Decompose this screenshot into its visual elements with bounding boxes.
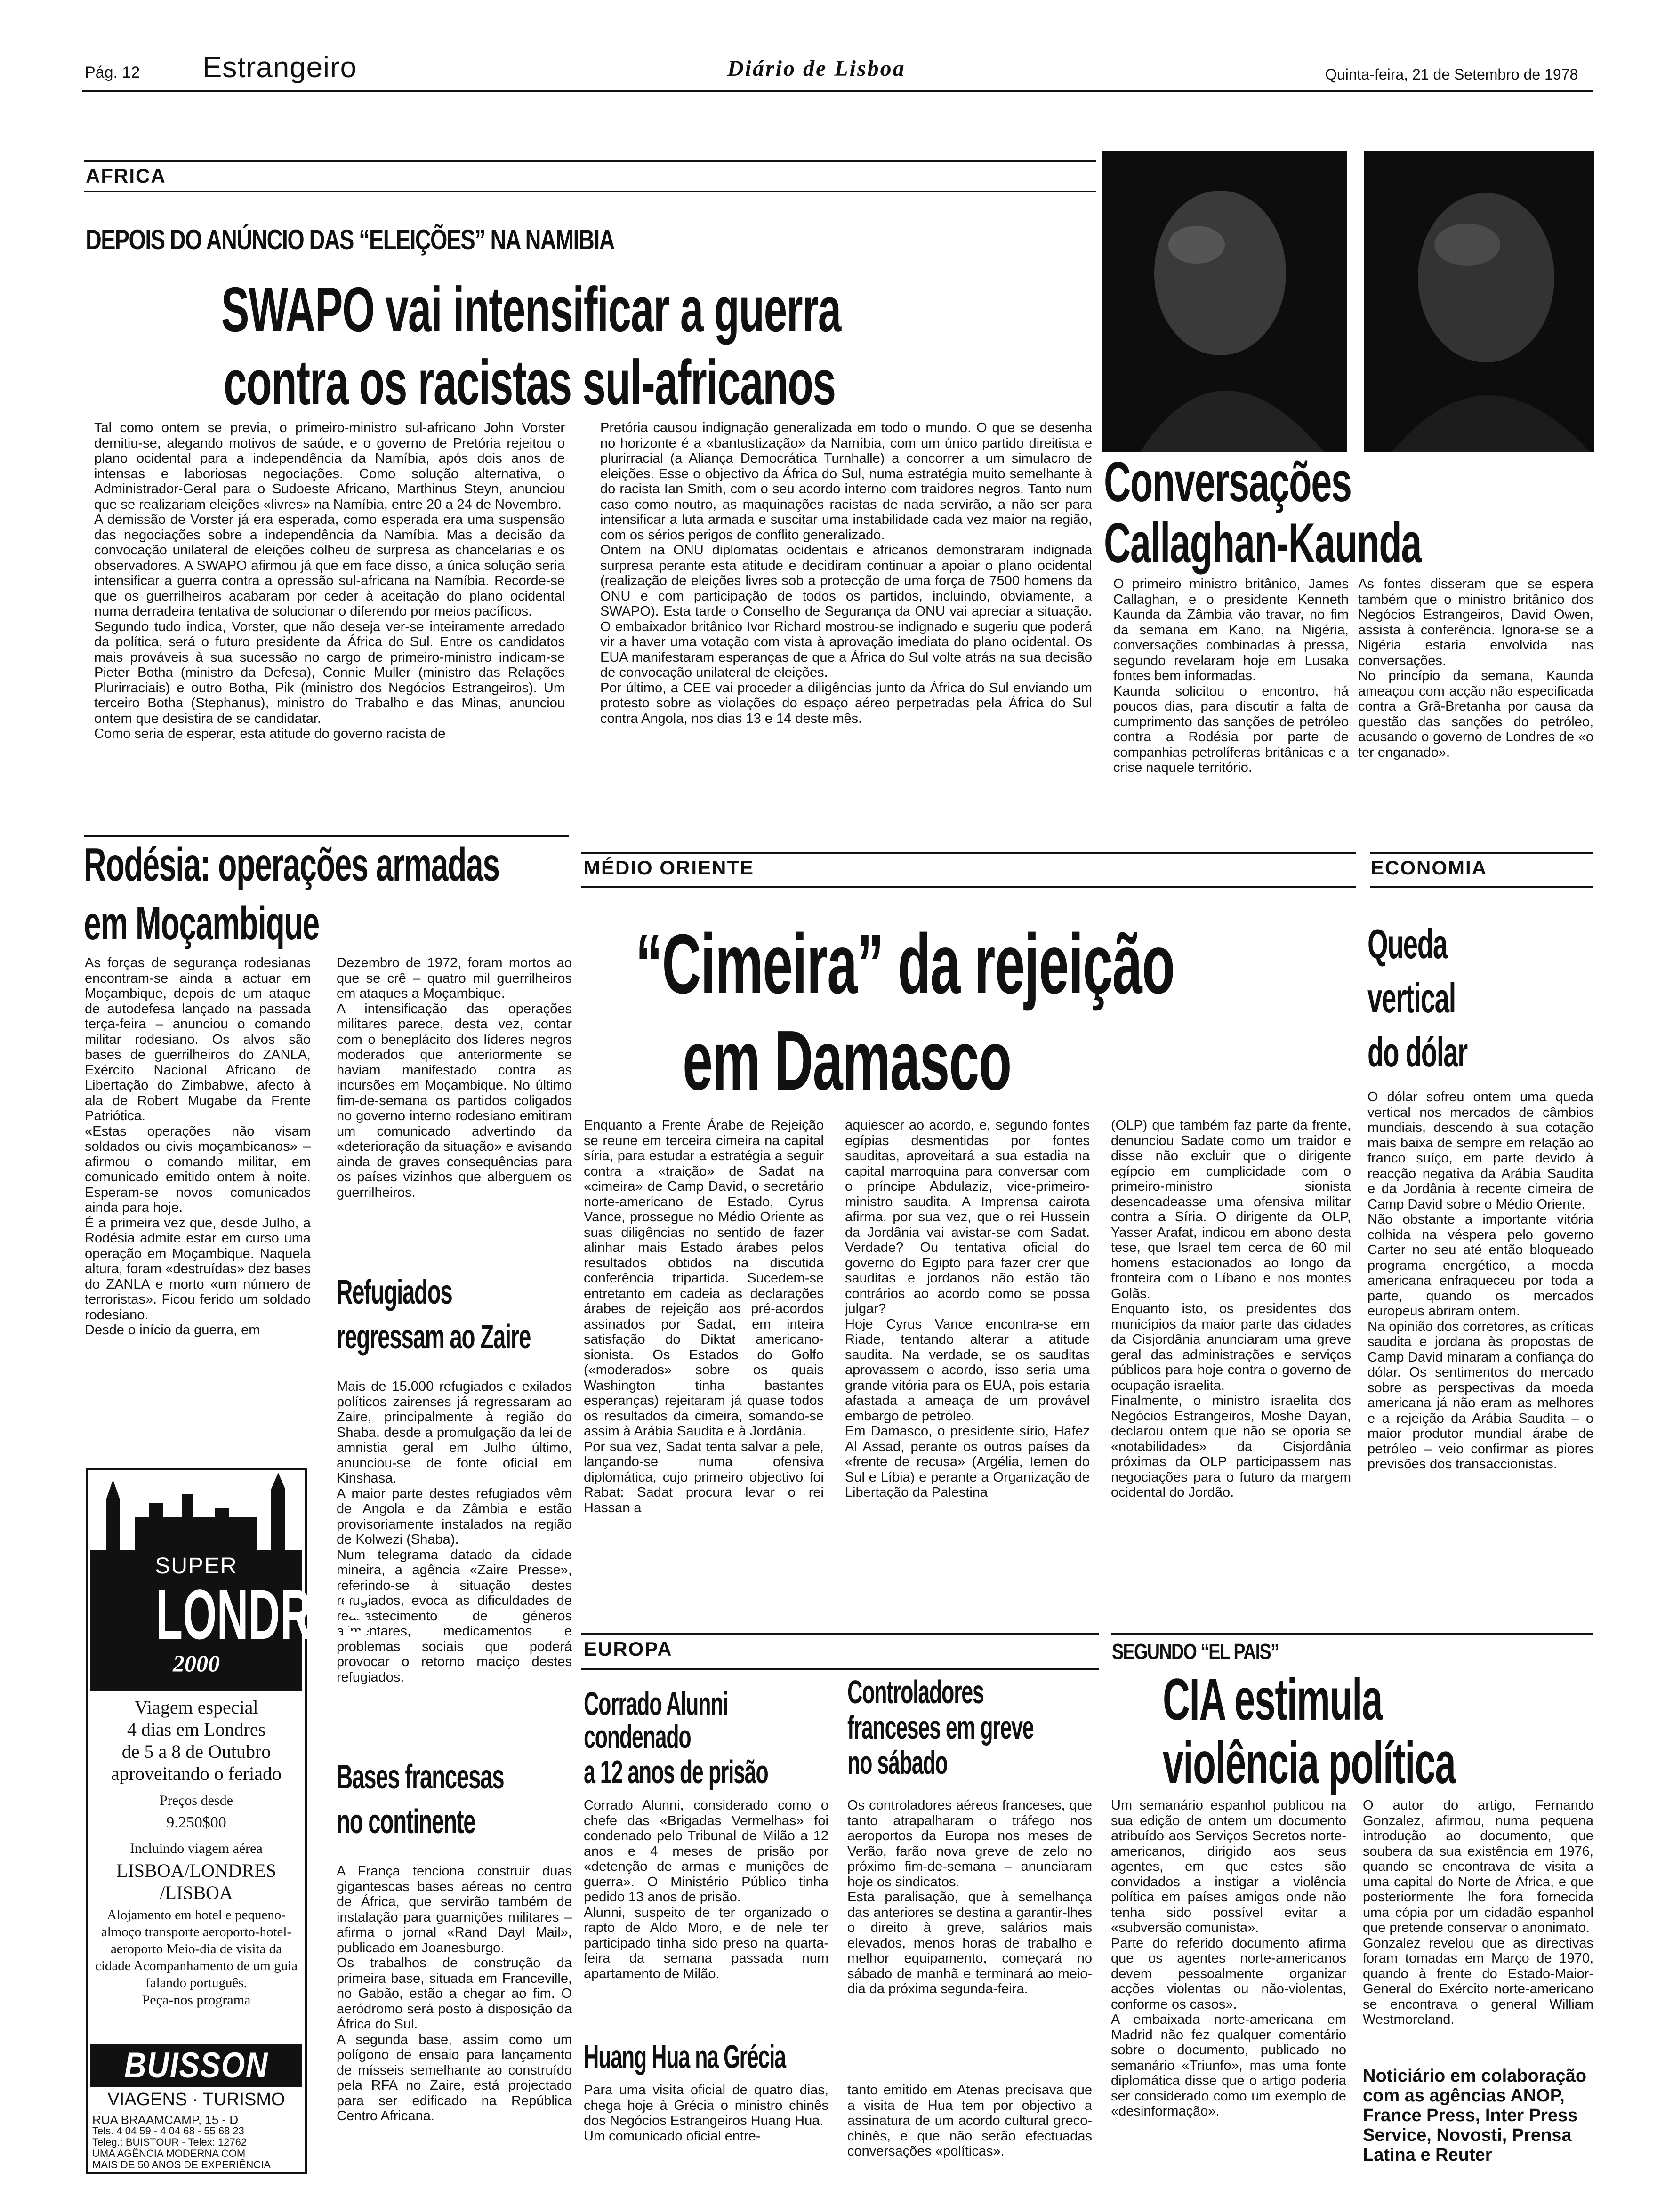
damasco-col-3 bbox=[1111, 1118, 1351, 1621]
ad-addr-4: UMA AGÊNCIA MODERNA COM bbox=[92, 2148, 246, 2159]
ad-brand-box bbox=[90, 2044, 302, 2087]
ad-londres: LONDRES bbox=[156, 1575, 370, 1654]
swapo-headline-2: contra os racistas sul-africanos bbox=[224, 347, 836, 418]
callaghan-col-2 bbox=[1358, 577, 1593, 831]
section-title: Estrangeiro bbox=[202, 51, 357, 84]
cia-rule bbox=[1111, 1633, 1593, 1635]
portrait-right-icon bbox=[1364, 151, 1594, 452]
ctrl-text: Os controladores aéreos franceses, que tanto atrapalharam o tráfego nos aeroportos da Europa nos meses de Verão, farão nova greve de zelo no próximo fim-de-semana – anunciaram hoje os sindicatos. Esta paralisação, que à semelhança das anteriores se destina a garantir-lhes o direito à greve, salários mais elevados, menos horas de trabalho e melhor equipamento, começará no sábado de manhã e terminará ao meio-dia da próxima segunda-feira. bbox=[847, 1798, 1092, 1996]
photo-kaunda bbox=[1364, 151, 1594, 452]
cia-agencies: Noticiário em colaboração com as agências ANOP, France Press, Inter Press Service, Novosti, Prensa Latina e Reuter bbox=[1363, 2066, 1587, 2165]
economia-rule-2 bbox=[1370, 886, 1593, 888]
damasco-col-1 bbox=[584, 1118, 824, 1621]
rodesia-text-2: Dezembro de 1972, foram mortos ao que se crê – quatro mil guerrilheiros em ataques a Moçambique. A intensificação das operações militares parece, desta vez, contar com o beneplácito dos líderes negros moderados que anteriormente se haviam manifestado contra as incursões em Moçambique. No último fim-de-semana os partidos coligados no governo interno rodesiano emitiram um comunicado advertindo da «deterioração da situação» e avisando ainda de graves consequências para os países vizinhos que alberguem os guerrilheiros. bbox=[337, 955, 572, 1200]
ad-line-1: Viagem especial bbox=[134, 1697, 258, 1718]
section-label-europa: EUROPA bbox=[584, 1638, 673, 1660]
ad-line-4: aproveitando o feriado bbox=[111, 1763, 282, 1784]
africa-rule-2 bbox=[84, 191, 1096, 192]
rodesia-col-1 bbox=[85, 955, 311, 1440]
ctrl-headline-3: no sábado bbox=[847, 1744, 948, 1781]
callaghan-headline-1: Conversações bbox=[1104, 450, 1351, 513]
ad-precos: Preços desde bbox=[160, 1793, 233, 1808]
damasco-text-3: (OLP) que também faz parte da frente, denunciou Sadate como um traidor e disse não excluir que o dirigente egípcio em cumplicidade com o primeiro-ministro sionista desencadeasse uma ofensiva militar contra a Síria. O dirigente da OLP, Yasser Arafat, indicou em abono desta tese, que Israel tem cerca de 60 mil homens estacionados ao longo da fronteira com o Líbano e nos montes Golãs. Enquanto isto, os presidentes dos municípios da maior parte das cidades da Cisjordânia anunciaram uma greve geral das administrações e serviços públicos para hoje contra o governo de ocupação israelita. Finalmente, o ministro israelita dos Negócios Estrangeiros, Moshe Dayan, declarou ontem que não se oporia se «notabilidades» da Cisjordânia próximas da OLP participassem nas negociações para o futuro da margem ocidental do Jordão. bbox=[1111, 1118, 1351, 1500]
damasco-headline-1: “Cimeira” da rejeição bbox=[635, 917, 1174, 1011]
rodesia-col-2 bbox=[337, 955, 572, 1271]
dolar-headline-1: Queda bbox=[1367, 921, 1447, 967]
ad-addr-5: MAIS DE 50 ANOS DE EXPERIÊNCIA bbox=[92, 2159, 271, 2171]
dolar-headline-3: do dólar bbox=[1367, 1029, 1467, 1075]
hua-col-2 bbox=[847, 2083, 1092, 2196]
europa-rule-2 bbox=[581, 1668, 1099, 1670]
damasco-text-2: aquiescer ao acordo, e, segundo fontes egípias desmentidas por fontes sauditas, aproveitará a sua estadia na capital marroquina para conversar com o príncipe Abdulaziz, vice-primeiro-ministro saudita. A Imprensa cairota afirma, por sua vez, que o rei Hussein da Jordânia vai avistar-se com Sadat. Verdade? Ou tentativa oficial do governo do Egipto para fazer crer que sauditas e jordanos não estão tão contrários ao acordo como se possa julgar? Hoje Cyrus Vance encontra-se em Riade, tentando alterar a atitude saudita. Na verdade, se os sauditas aprovassem o acordo, isso seria uma grande vitória para os EUA, pois estaria afastada a ameaça de um provável embargo de petróleo. Em Damasco, o presidente sírio, Hafez Al Assad, perante os outros países da «frente de recusa» (Argélia, Iemen do Sul e Líbia) e perante a Organização de Libertação da Palestina bbox=[845, 1118, 1090, 1500]
swapo-headline-1: SWAPO vai intensificar a guerra bbox=[221, 274, 841, 345]
economia-rule bbox=[1370, 852, 1593, 854]
ad-addr-1: RUA BRAAMCAMP, 15 - D bbox=[92, 2113, 239, 2127]
page-number: Pág. 12 bbox=[85, 64, 140, 81]
ad-offer bbox=[92, 1696, 300, 2009]
alunni-text: Corrado Alunni, considerado como o chefe das «Brigadas Vermelhas» foi condenado pelo Tribunal de Milão a 12 anos e 4 meses de prisão por «detenção de armas e munições de guerra». O Ministério Público tinha pedido 13 anos de prisão. Alunni, suspeito de ter organizado o rapto de Aldo Moro, e de nele ter participado tinha sido preso na quarta-feira da semana passada num apartamento de Milão. bbox=[584, 1798, 828, 1981]
bases-headline-1: Bases francesas bbox=[337, 1758, 504, 1796]
ad-price: 9.250$00 bbox=[166, 1814, 226, 1831]
dolar-headline-2: vertical bbox=[1367, 975, 1456, 1021]
portrait-left-icon bbox=[1102, 151, 1347, 452]
bases-col bbox=[337, 1864, 572, 2193]
swapo-col-2 bbox=[600, 420, 1092, 830]
cia-col-2 bbox=[1363, 1798, 1593, 2061]
ad-banner bbox=[90, 1550, 370, 1691]
medio-rule bbox=[581, 852, 1356, 854]
swapo-text-2: Pretória causou indignação generalizada em todo o mundo. O que se desenha no horizonte é a «bantustização» da Namíbia, com um único partido direitista e plurirracial (a Aliança Democrática Turnhalle) a concorrer a um simulacro de eleições. Esse o objectivo da África do Sul, numa estratégia muito semelhante à do racista Ian Smith, com o seu acordo interno com traidores negros. Tanto num caso como noutro, as maquinações racistas de nada servirão, a não ser para intensificar a luta armada e suscitar uma instabilidade cada vez maior na região, com os sérios perigos de conflito generalizado. Ontem na ONU diplomatas ocidentais e africanos demonstraram indignada surpresa perante esta atitude e decidiram continuar a apoiar o plano ocidental (realização de eleições livres sob a protecção de uma força de 7500 homens da ONU e com participação de todos os partidos, incluindo, obviamente, a SWAPO). Esta tarde o Conselho de Segurança da ONU vai apreciar a situação. O embaixador britânico Ivor Richard mostrou-se indignado e sugeriu que poderá vir a haver uma votação com vista à aprovação imediata do plano ocidental. Os EUA manifestaram esperanças de que a África do Sul volte atrás na sua decisão de convocação unilateral de eleições. Por último, a CEE vai proceder a diligências junto da África do Sul enviando um protesto sobre as violações do espaço aéreo perpetradas pela África do Sul contra Angola, nos dias 13 e 14 deste mês. bbox=[600, 420, 1092, 726]
hua-text-1: Para uma visita oficial de quatro dias, chega hoje à Grécia o ministro chinês dos Negócios Estrangeiros Huang Hua. Um comunicado oficial entre- bbox=[584, 2083, 828, 2144]
ad-brand: BUISSON bbox=[124, 2045, 269, 2085]
dolar-col bbox=[1367, 1090, 1593, 1621]
rodesia-headline-2: em Moçambique bbox=[84, 897, 319, 950]
issue-date: Quinta-feira, 21 de Setembro de 1978 bbox=[1325, 66, 1578, 83]
swapo-text-1: Tal como ontem se previa, o primeiro-ministro sul-africano John Vorster demitiu-se, alegando motivos de saúde, e o governo de Pretória rejeitou o plano ocidental para a independência da Namíbia, após dois anos de intensas e laboriosas negociações. Como solução alternativa, o Administrador-Geral para o Sudoeste Africano, Marthinus Steyn, anunciou que se realizariam eleições «livres» na Namíbia, entre 20 a 24 de Novembro. A demissão de Vorster já era esperada, como esperada era uma suspensão das negociações sobre a independência da Namíbia. Mas a decisão da convocação unilateral de eleições colheu de surpresa as chancelarias e os observadores. A SWAPO afirmou já que em face disso, a única solução seria intensificar a guerra contra a opressão sul-africana na Namíbia. Recorde-se que os guerrilheiros acabaram por ceder à aceitação do plano ocidental numa derradeira tentativa de solucionar o diferendo por meios pacíficos. Segundo tudo indica, Vorster, que não deseja ver-se inteiramente arredado da política, será o futuro presidente da África do Sul. Entre os candidatos mais prováveis à sua sucessão no cargo de primeiro-ministro indicam-se Pieter Botha (ministro da Defesa), Connie Muller (ministro das Relações Plurirraciais) e outro Botha, Pik (ministro dos Negócios Estrangeiros). Um terceiro Botha (Stephanus), ministro do Trabalho e das Minas, anunciou ontem que desistira de se candidatar. Como seria de esperar, esta atitude do governo racista de bbox=[94, 420, 565, 741]
europa-rule bbox=[581, 1633, 1099, 1635]
cia-kicker: SEGUNDO “EL PAIS” bbox=[1112, 1639, 1279, 1664]
ad-incl: Incluindo viagem aérea bbox=[130, 1841, 263, 1856]
header-rule bbox=[82, 90, 1593, 92]
ad-line-2: 4 dias em Londres bbox=[127, 1719, 266, 1740]
photo-callaghan bbox=[1102, 151, 1347, 452]
rodesia-headline-1: Rodésia: operações armadas bbox=[84, 838, 499, 891]
ad-route-2: /LISBOA bbox=[160, 1882, 233, 1903]
ad-details: Alojamento em hotel e pequeno-almoço transporte aeroporto-hotel-aeroporto Meio-dia de visita da cidade Acompanhamento de um guia falando português. bbox=[95, 1907, 298, 1990]
ad-address bbox=[92, 2114, 299, 2171]
section-label-economia: ECONOMIA bbox=[1371, 857, 1487, 879]
refugiados-headline-2: regressam ao Zaire bbox=[337, 1318, 531, 1356]
ad-super-londres[interactable] bbox=[86, 1468, 370, 2174]
ad-year: 2000 bbox=[173, 1650, 220, 1676]
callaghan-text-1: O primeiro ministro britânico, James Callaghan, e o presidente Kenneth Kaunda da Zâmbia vão travar, no fim da semana em Kano, na Nigéria, conversações combinadas à pressa, segundo revelaram hoje em Lusaka fontes bem informadas. Kaunda solicitou o encontro, há poucos dias, para discutir a falta de cumprimento das sanções de petróleo contra a Rodésia por parte de companhias petrolíferas britânicas e a crise naquele território. bbox=[1113, 577, 1349, 775]
medio-rule-2 bbox=[581, 886, 1356, 888]
alunni-headline-2: condenado bbox=[584, 1718, 691, 1755]
damasco-text-1: Enquanto a Frente Árabe de Rejeição se reune em terceira cimeira na capital síria, para estudar a estratégia a seguir contra a «traição» de Sadat na «cimeira» de Camp David, o secretário norte-americano de Estado, Cyrus Vance, prossegue no Médio Oriente as suas diligências no sentido de fazer alinhar mais Estado árabes pelos resultados obtidos na discutida conferência tripartida. Sucedem-se entretanto em cadeia as declarações árabes de rejeição aos pré-acordos assinados por Sadat, em inteira satisfação do Diktat americano-sionista. Os Estados do Golfo («moderados» sobre os quais Washington tinha bastantes esperanças) rejeitaram já quase todos os resultados da cimeira, somando-se assim à Arábia Saudita e à Jordânia. Por sua vez, Sadat tenta salvar a pele, lançando-se numa ofensiva diplomática, cujo primeiro objectivo foi Rabat: Sadat procura levar o rei Hassan a bbox=[584, 1118, 824, 1515]
cia-text-2: O autor do artigo, Fernando Gonzalez, afirmou, numa pequena introdução ao documento, que soubera da sua existência em 1976, quando se encontrava de visita a uma capital do Norte de África, e que posteriormente lhe fora fornecida uma cópia por um cidadão espanhol que pretende conservar o anonimato. Gonzalez revelou que as directivas foram tomadas em Março de 1970, quando à frente do Estado-Maior-General do Exército norte-americano se encontrava o general William Westmoreland. bbox=[1363, 1798, 1593, 2027]
damasco-col-2 bbox=[845, 1118, 1090, 1621]
callaghan-col-1 bbox=[1113, 577, 1349, 831]
africa-rule bbox=[84, 160, 1096, 162]
ctrl-headline-2: franceses em greve bbox=[847, 1709, 1034, 1746]
ctrl-headline-1: Controladores bbox=[847, 1674, 984, 1710]
hua-text-2: tanto emitido em Atenas precisava que a visita de Hua tem por objectivo a assinatura de um acordo cultural greco-chinês, e que não serão efectuadas conversações «políticas». bbox=[847, 2083, 1092, 2159]
bases-headline-2: no continente bbox=[337, 1803, 475, 1841]
cia-col-1 bbox=[1111, 1798, 1346, 2198]
alunni-headline-3: a 12 anos de prisão bbox=[584, 1754, 768, 1790]
rodesia-rule bbox=[84, 835, 569, 837]
refugiados-col bbox=[337, 1379, 572, 1755]
section-label-medio-oriente: MÉDIO ORIENTE bbox=[584, 857, 755, 879]
ad-super: SUPER bbox=[155, 1554, 238, 1579]
swapo-kicker: DEPOIS DO ANÚNCIO DAS “ELEIÇÕES” NA NAMIBIA bbox=[86, 224, 614, 256]
bases-text: A França tenciona construir duas gigantescas bases aéreas no centro de África, que servirão também de instalação para guarnições militares – afirma o jornal «Rand Dayl Mail», publicado em Joanesburgo. Os trabalhos de construção da primeira base, situada em Franceville, no Gabão, estão a chegar ao fim. O aeródromo será posto à disposição da África do Sul. A segunda base, assim como um polígono de ensaio para lançamento de mísseis semelhante ao construído pela RFA no Zaire, está projectado para ser edificado na República Centro Africana. bbox=[337, 1864, 572, 2124]
ad-route-1: LISBOA/LONDRES bbox=[116, 1860, 277, 1881]
section-label-africa: AFRICA bbox=[86, 165, 166, 187]
london-skyline-icon bbox=[88, 1470, 305, 1553]
cia-text-1: Um semanário espanhol publicou na sua edição de ontem um documento atribuído aos Serviços Secretos norte-americanos, dirigido aos seus agentes, em que estes são convidados a instigar a violência política em países amigos onde não tenha sido possível evitar a «subversão comunista». Parte do referido documento afirma que os agentes norte-americanos devem pessoalmente organizar acções violentas ou não-violentas, conforme os casos». A embaixada norte-americana em Madrid não fez qualquer comentário sobre o documento, publicado no semanário «Triunfo», mas uma fonte diplomática disse que o artigo poderia ser considerado como um exemplo de «desinformação». bbox=[1111, 1798, 1346, 2119]
swapo-col-1 bbox=[94, 420, 565, 830]
ad-addr-3: Teleg.: BUISTOUR - Telex: 12762 bbox=[92, 2136, 247, 2148]
dolar-text: O dólar sofreu ontem uma queda vertical nos mercados de câmbios mundiais, descendo à sua cotação mais baixa de sempre em relação ao franco suíço, em parte devido à reacção negativa da Arábia Saudita e da Jordânia à recente cimeira de Camp David sobre o Médio Oriente. Não obstante a importante vitória colhida na véspera pelo governo Carter no seu até então bloqueado programa energético, a moeda americana enfraqueceu por toda a parte, quando os mercados europeus abriram ontem. Na opinião dos corretores, as críticas saudita e jordana às propostas de Camp David minaram a confiança do dólar. Os sentimentos do mercado sobre as perspectivas da moeda americana já não eram as melhores e a rejeição da Arábia Saudita – o maior produtor mundial árabe de petróleo – veio confirmar as piores previsões dos transaccionistas. bbox=[1367, 1090, 1593, 1472]
cia-headline-2: violência política bbox=[1163, 1731, 1456, 1796]
ctrl-col bbox=[847, 1798, 1092, 2038]
alunni-col bbox=[584, 1798, 828, 2038]
damasco-headline-2: em Damasco bbox=[683, 1013, 1011, 1108]
ad-brand-sub: VIAGENS · TURISMO bbox=[107, 2090, 285, 2109]
hua-headline: Huang Hua na Grécia bbox=[584, 2038, 786, 2075]
ad-addr-2: Tels. 4 04 59 - 4 04 68 - 55 68 23 bbox=[92, 2125, 244, 2137]
rodesia-text-1: As forças de segurança rodesianas encontram-se ainda a actuar em Moçambique, depois de um ataque de autodefesa lançado na passada terça-feira – anunciou o comando militar rodesiano. Os alvos são bases de guerrilheiros do ZANLA, Exército Nacional Africano de Libertação do Zimbabwe, afecto à ala de Robert Mugabe da Frente Patriótica. «Estas operações não visam soldados ou civis moçambicanos» – afirmou o comando militar, em comunicado emitido ontem à noite. Esperam-se novos comunicados ainda para hoje. É a primeira vez que, desde Julho, a Rodésia admite estar em curso uma operação em Moçambique. Naquela altura, foram «destruídas» dez bases do ZANLA e morto «um número de terroristas». Ficou ferido um soldado rodesiano. Desde o início da guerra, em bbox=[85, 955, 311, 1338]
cia-headline-1: CIA estimula bbox=[1163, 1667, 1383, 1732]
callaghan-text-2: As fontes disseram que se espera também que o ministro britânico dos Negócios Estrangeiros, David Owen, assista à conferência. Ignora-se se a Nigéria estaria envolvida nas conversações. No princípio da semana, Kaunda ameaçou com acção não especificada contra a Grã-Bretanha por causa da questão das sanções do petróleo, acusando o governo de Londres de «o ter enganado». bbox=[1358, 577, 1593, 760]
masthead: Diário de Lisboa bbox=[727, 56, 906, 81]
refugiados-text: Mais de 15.000 refugiados e exilados políticos zairenses já regressaram ao Zaire, principalmente à região do Shaba, desde a promulgação da lei de amnistia geral em Julho último, anunciou-se de fonte oficial em Kinshasa. A maior parte destes refugiados vêm de Angola e da Zâmbia e estão provisoriamente instalados na região de Kolwezi (Shaba). Num telegrama datado da cidade mineira, a agência «Zaire Presse», referindo-se à situação destes refugiados, evoca as dificuldades de reabastecimento de géneros alimentares, medicamentos e problemas sociais que poderá provocar o retorno maciço destes refugiados. bbox=[337, 1379, 572, 1685]
ad-line-3: de 5 a 8 de Outubro bbox=[121, 1741, 271, 1762]
refugiados-headline-1: Refugiados bbox=[337, 1274, 452, 1311]
callaghan-headline-2: Callaghan-Kaunda bbox=[1104, 512, 1422, 575]
hua-col-1 bbox=[584, 2083, 828, 2196]
ad-peca: Peça-nos programa bbox=[142, 1992, 251, 2008]
alunni-headline-1: Corrado Alunni bbox=[584, 1685, 728, 1722]
